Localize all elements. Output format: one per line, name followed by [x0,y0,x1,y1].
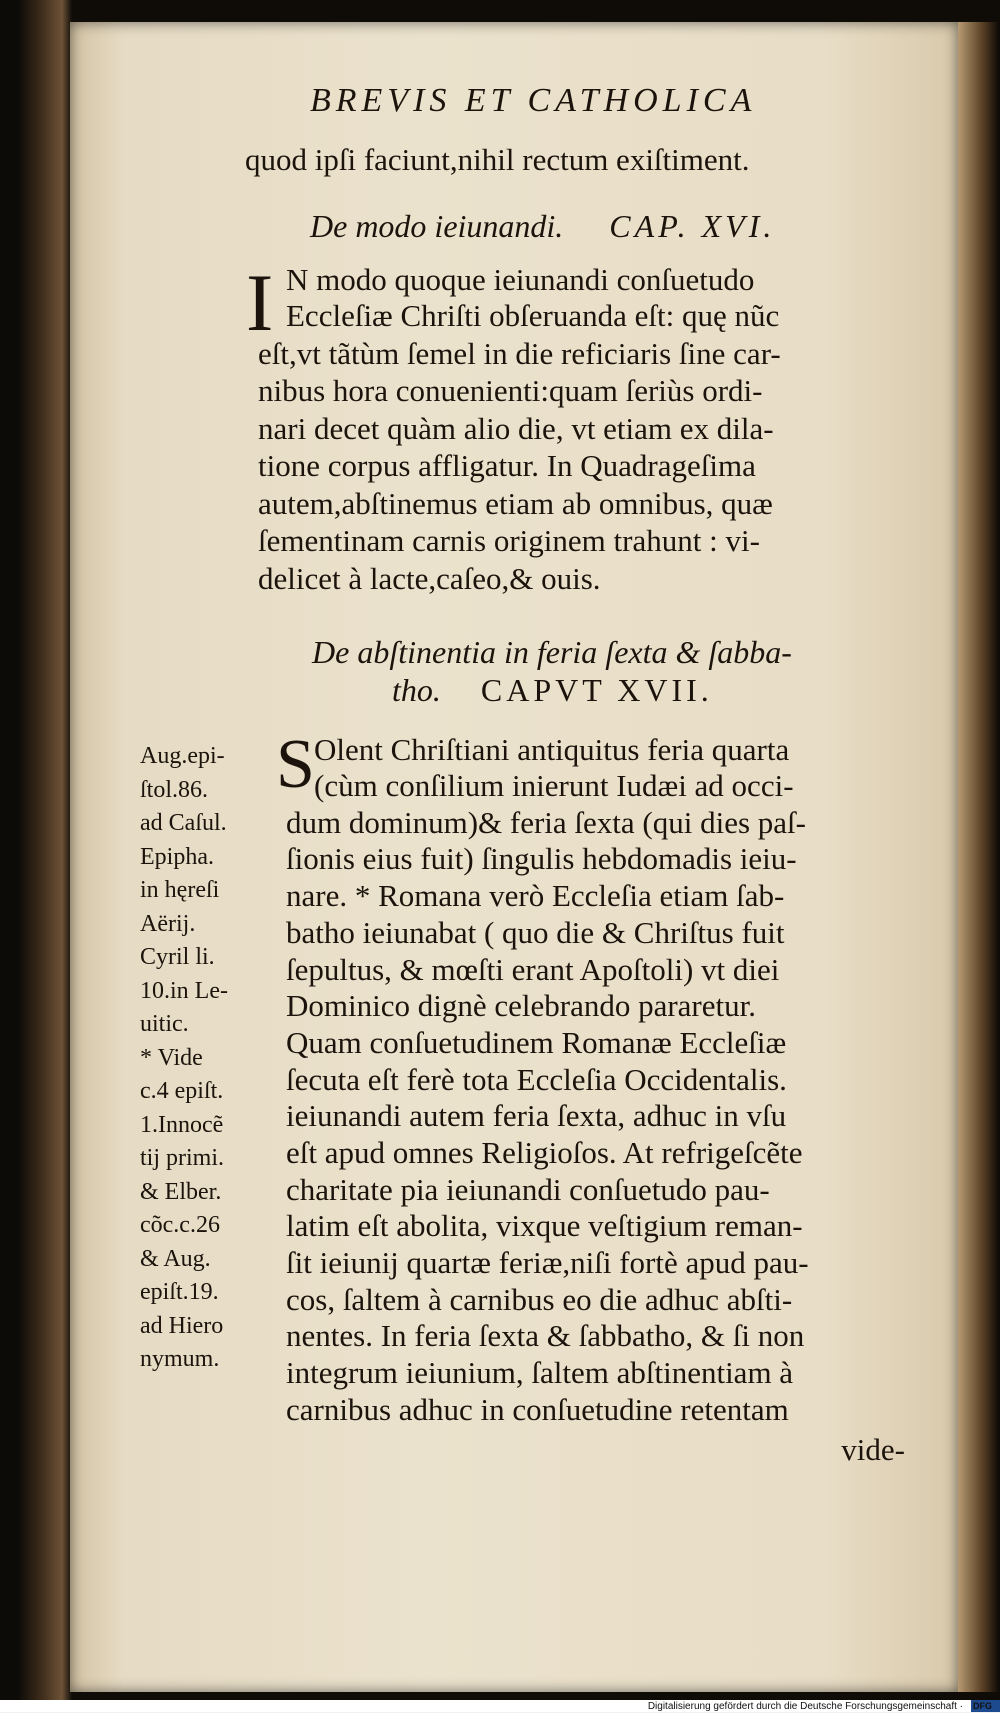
margin-note-line: 1.Innocẽ [140,1111,224,1138]
margin-note-line: & Elber. [140,1178,222,1205]
body-line: latim eſt abolita, vixque veſtigium reman- [286,1208,803,1243]
body-line: ſementinam carnis originem trahunt : vi- [258,523,760,558]
margin-note-line: ad Caſul. [140,810,227,836]
body-line: eſt,vt tãtùm ſemel in die reficiaris ſine car- [258,336,781,371]
body-line: Olent Chriſtiani antiquitus feria quarta [314,732,790,767]
body-line: ſionis eius fuit) ſingulis hebdomadis ieiu- [286,841,797,876]
body-line: dum dominum)& feria ſexta (qui dies paſ- [286,805,806,840]
body-line: Eccleſiæ Chriſti obſeruanda eſt: quę nũc [286,298,780,333]
body-line: charitate pia ieiunandi conſuetudo pau- [286,1172,770,1207]
margin-note-line: 10.in Le- [140,977,228,1004]
running-head: BREVIS ET CATHOLICA [310,82,757,119]
body-line: autem,abſtinemus etiam ab omnibus, quæ [258,486,773,521]
margin-note-line: & Aug. [140,1245,211,1272]
body-line: ſit ieiunij quartæ feriæ,niſi fortè apud pau- [286,1245,809,1280]
body-line: N modo quoque ieiunandi conſuetudo [286,262,755,297]
chapter-16-title: De modo ieiunandi. [310,208,564,244]
body-line: cos, ſaltem à carnibus eo die adhuc abſti- [286,1282,793,1317]
margin-note-line: epiſt.19. [140,1279,219,1305]
margin-note-line: uitic. [140,1011,189,1037]
margin-note-line: Aërij. [140,910,196,937]
body-line: nari decet quàm alio die, vt etiam ex dila- [258,411,774,446]
margin-note-line: tij primi. [140,1145,224,1171]
body-line: nentes. In feria ſexta & ſabbatho, & ſi non [286,1318,805,1353]
margin-note-line: nymum. [140,1346,220,1372]
body-line: integrum ieiunium, ſaltem abſtinentiam à [286,1355,794,1390]
dropcap-i: I [246,257,274,348]
body-line: delicet à lacte,caſeo,& ouis. [258,561,601,596]
body-line: ieiunandi autem feria ſexta, adhuc in vſu [286,1098,787,1133]
body-line: batho ieiunabat ( quo die & Chriſtus fuit [286,915,785,950]
body-line: ſepultus, & mœſti erant Apoſtoli) vt diei [286,952,780,987]
dfg-logo: DFG [971,1700,1000,1712]
catchword: vide- [841,1432,905,1467]
body-line: Dominico dignè celebrando pararetur. [286,988,756,1023]
margin-note-line: ſtol.86. [140,776,209,803]
margin-note-line: * Vide [140,1044,203,1071]
margin-note-line: Epipha. [140,843,214,870]
chapter-16-number: CAP. XVI. [609,208,776,244]
margin-note-line: c.4 epiſt. [140,1078,224,1104]
chapter-17-heading-line2 [392,672,713,709]
chapter-17-number: CAPVT XVII. [480,672,713,708]
intro-line: quod ipſi faciunt,nihil rectum exiſtiment. [245,142,750,177]
margin-note-line: Cyril li. [140,944,215,970]
body-line: nibus hora conuenienti:quam ſeriùs ordi- [258,373,763,408]
marginalia [140,740,280,1377]
dropcap-s: S [276,726,315,803]
body-line: nare. * Romana verò Eccleſia etiam ſab- [286,878,785,913]
chapter-17-heading-line1: De abſtinentia in feria ſexta & ſabba- [312,634,792,670]
body-line: (cùm conſilium inierunt Iudæi ad occi- [314,768,794,803]
footer-text: Digitalisierung gefördert durch die Deutsche Forschungsgemeinschaft · [647,1701,963,1712]
body-line: ſecuta eſt ferè tota Eccleſia Occidentalis. [286,1062,787,1097]
chapter-16-heading [310,208,775,245]
margin-note-line: in hęreſi [140,877,220,903]
footer-bar [0,1700,1000,1712]
body-line: eſt apud omnes Religioſos. At refrigeſcẽte [286,1135,803,1170]
margin-note-line: cõc.c.26 [140,1212,220,1238]
page-edge [958,22,998,1692]
body-line: Quam conſuetudinem Romanæ Eccleſiæ [286,1025,787,1060]
margin-note-line: ad Hiero [140,1312,224,1339]
body-line: tione corpus affligatur. In Quadrageſima [258,448,756,483]
chapter-17-title-end: tho. [392,672,441,708]
body-line: carnibus adhuc in conſuetudine retentam [286,1392,789,1427]
margin-note-line: Aug.epi- [140,743,225,769]
